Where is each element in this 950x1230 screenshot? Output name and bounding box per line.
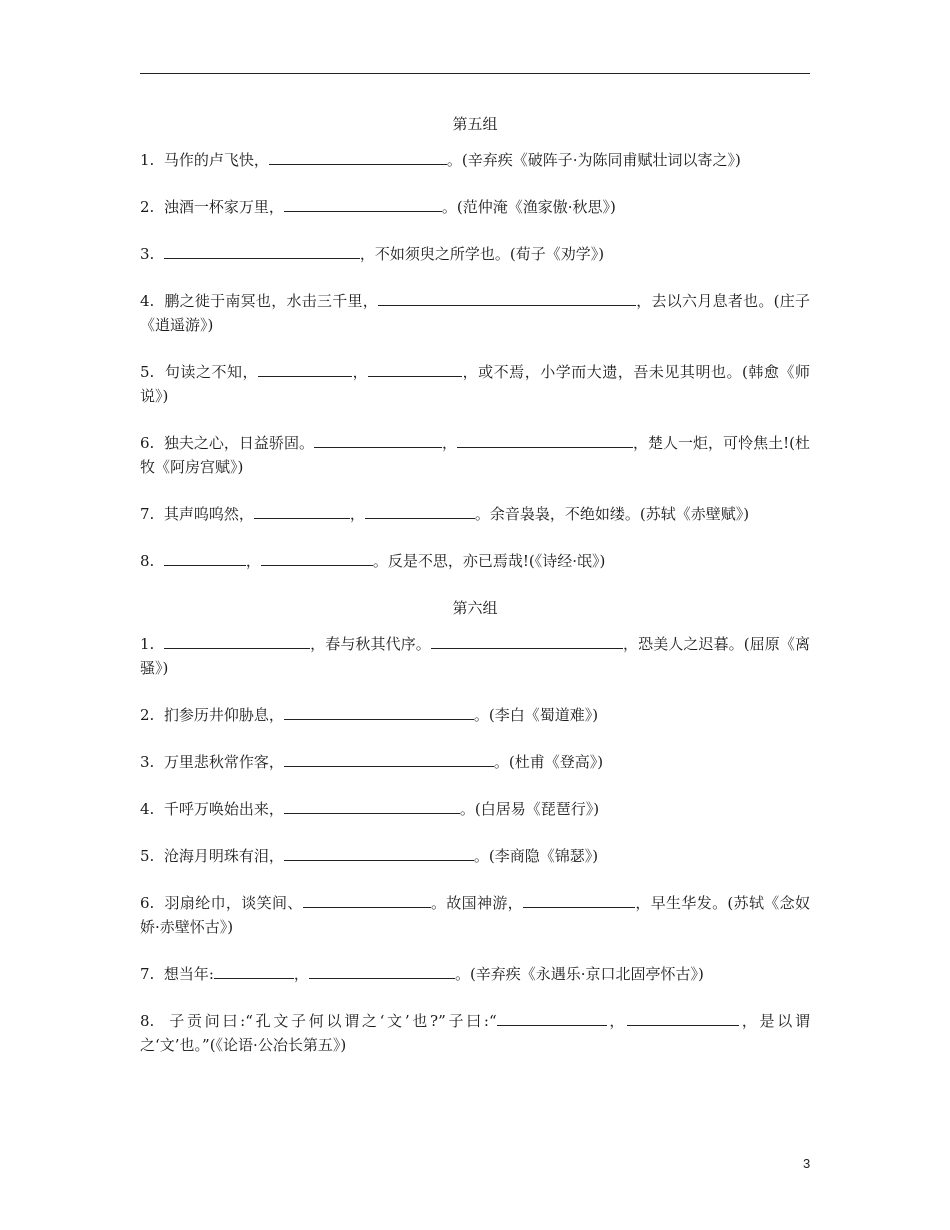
question-text: 子贡问曰:“孔文子何以谓之‘文’也?”子曰:“ — [169, 1012, 497, 1030]
question-text: 其声呜呜然， — [163, 505, 254, 523]
question-item — [140, 241, 810, 266]
answer-blank[interactable] — [284, 194, 442, 212]
answer-blank[interactable] — [284, 749, 494, 767]
question-source: 。(辛弃疾《破阵子·为陈同甫赋壮词以寄之》) — [446, 151, 741, 169]
answer-blank[interactable] — [164, 548, 246, 566]
question-text: 想当年: — [163, 965, 214, 983]
answer-blank[interactable] — [284, 843, 474, 861]
answer-blank[interactable] — [457, 430, 633, 448]
answer-blank[interactable] — [284, 796, 460, 814]
question-number: 5. — [140, 363, 155, 381]
answer-blank[interactable] — [309, 961, 455, 979]
question-text: 鹏之徙于南冥也，水击三千里， — [164, 292, 379, 310]
question-text: 千呼万唤始出来， — [163, 800, 284, 818]
group-six-title: 第六组 — [452, 599, 498, 617]
question-source: ，或不焉，小学而大遗，吾未见其明也。(韩愈《师说》) — [140, 363, 810, 405]
answer-blank[interactable] — [523, 890, 635, 908]
answer-blank[interactable] — [284, 702, 474, 720]
answer-blank[interactable] — [214, 961, 294, 979]
answer-blank[interactable] — [164, 631, 310, 649]
question-number: 3. — [140, 753, 155, 771]
answer-blank[interactable] — [431, 631, 623, 649]
question-number: 1. — [140, 635, 155, 653]
question-separator: ， — [352, 363, 369, 381]
question-number: 2. — [140, 706, 155, 724]
question-text: ，春与秋其代序。 — [310, 635, 431, 653]
question-text: 羽扇纶巾，谈笑间、 — [164, 894, 303, 912]
question-text: 万里悲秋常作客， — [163, 753, 284, 771]
question-number: 7. — [140, 965, 155, 983]
question-source: 。(范仲淹《渔家傲·秋思》) — [441, 198, 616, 216]
header-rule — [140, 73, 810, 74]
question-source: ，不如须臾之所学也。(荀子《劝学》) — [359, 245, 605, 263]
question-text: 独夫之心，日益骄固。 — [163, 434, 314, 452]
question-item — [140, 147, 810, 172]
answer-blank[interactable] — [314, 430, 442, 448]
question-separator: ， — [245, 552, 261, 570]
question-source: 。反是不思，亦已焉哉!(《诗经·氓》) — [372, 552, 606, 570]
question-separator: ， — [606, 1012, 628, 1030]
question-source: 。(辛弃疾《永遇乐·京口北固亭怀古》) — [454, 965, 704, 983]
question-item — [140, 843, 810, 868]
question-number: 4. — [140, 800, 155, 818]
question-text: 马作的卢飞快， — [163, 151, 269, 169]
question-item — [140, 430, 810, 479]
question-item — [140, 548, 810, 573]
question-source: ，去以六月息者也。(庄子《逍遥游》) — [140, 292, 810, 334]
answer-blank[interactable] — [497, 1008, 607, 1026]
answer-blank[interactable] — [378, 288, 636, 306]
question-item — [140, 501, 810, 526]
answer-blank[interactable] — [365, 501, 475, 519]
answer-blank[interactable] — [269, 147, 447, 165]
worksheet — [140, 111, 810, 1057]
answer-blank[interactable] — [261, 548, 373, 566]
question-number: 2. — [140, 198, 155, 216]
question-number: 3. — [140, 245, 155, 263]
question-item — [140, 749, 810, 774]
question-source: 。(白居易《琵琶行》) — [459, 800, 600, 818]
question-text: 沧海月明珠有泪， — [163, 847, 284, 865]
question-text: 扪参历井仰胁息， — [163, 706, 284, 724]
group-five-title: 第五组 — [452, 115, 498, 133]
question-source: 。余音袅袅，不绝如缕。(苏轼《赤壁赋》) — [474, 505, 750, 523]
question-item — [140, 796, 810, 821]
answer-blank[interactable] — [627, 1008, 739, 1026]
question-item — [140, 702, 810, 727]
question-item — [140, 1008, 810, 1057]
question-source: ，楚人一炬，可怜焦土!(杜牧《阿房宫赋》) — [140, 434, 810, 476]
question-source: ，恐美人之迟暮。(屈原《离骚》) — [140, 635, 810, 677]
question-number: 1. — [140, 151, 155, 169]
question-item — [140, 631, 810, 680]
question-source: ，早生华发。(苏轼《念奴娇·赤壁怀古》) — [140, 894, 810, 936]
answer-blank[interactable] — [258, 359, 352, 377]
question-number: 4. — [140, 292, 155, 310]
question-source: 。(李白《蜀道难》) — [473, 706, 599, 724]
question-separator: ， — [441, 434, 457, 452]
question-item — [140, 288, 810, 337]
question-item — [140, 890, 810, 939]
question-separator: ， — [293, 965, 309, 983]
question-text: 。故国神游， — [430, 894, 524, 912]
answer-blank[interactable] — [368, 359, 462, 377]
question-item — [140, 194, 810, 219]
question-number: 6. — [140, 894, 155, 912]
question-source: ，是以谓之‘文’也。”(《论语·公冶长第五》) — [140, 1012, 810, 1054]
question-number: 6. — [140, 434, 155, 452]
question-text: 浊酒一杯家万里， — [163, 198, 284, 216]
question-item — [140, 359, 810, 408]
question-source: 。(李商隐《锦瑟》) — [473, 847, 599, 865]
question-item — [140, 961, 810, 986]
page-number: 3 — [803, 1156, 811, 1171]
question-number: 8. — [140, 1012, 155, 1030]
answer-blank[interactable] — [254, 501, 350, 519]
question-number: 8. — [140, 552, 155, 570]
question-separator: ， — [349, 505, 365, 523]
question-number: 5. — [140, 847, 155, 865]
answer-blank[interactable] — [164, 241, 360, 259]
question-source: 。(杜甫《登高》) — [493, 753, 604, 771]
answer-blank[interactable] — [303, 890, 431, 908]
question-text: 句读之不知， — [164, 363, 259, 381]
question-number: 7. — [140, 505, 155, 523]
